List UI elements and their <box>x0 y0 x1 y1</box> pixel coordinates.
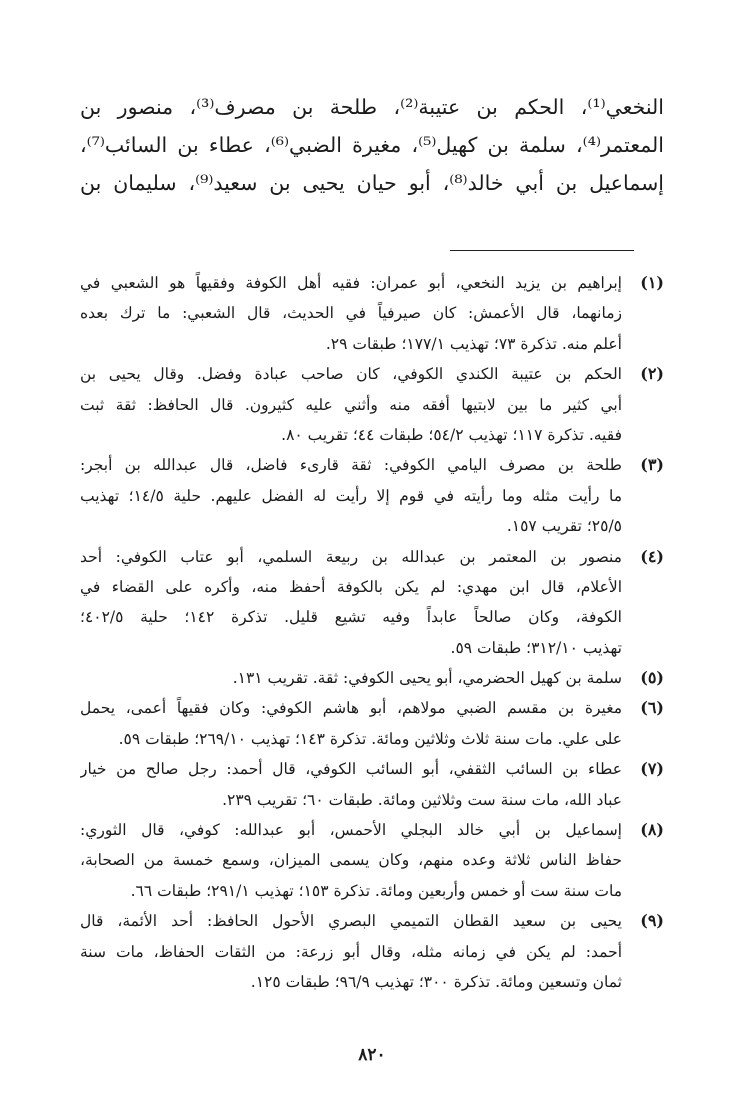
main-text-line: المعتمر⁽⁴⁾، سلمة بن كهيل⁽⁵⁾، مغيرة الضبي⁽⁶⁾، عطاء بن السائب⁽⁷⁾، <box>80 133 664 157</box>
footnote-line: مات سنة ست أو خمس وأربعين ومائة. تذكرة ١٥٣؛ تهذيب ٢٩١/١؛ طبقات ٦٦. <box>130 881 622 900</box>
footnote-number: (٣) <box>640 455 664 475</box>
footnote-number: (٦) <box>640 698 664 718</box>
footnote-number: (٥) <box>640 668 664 688</box>
footnote-line: سلمة بن كهيل الحضرمي، أبو يحيى الكوفي: ثقة. تقريب ١٣١. <box>232 669 622 688</box>
footnote-text <box>80 906 622 997</box>
footnote-number: (٩) <box>640 911 664 931</box>
footnote-line: على علي. مات سنة ثلاث وثلاثين ومائة. تذكرة ١٤٣؛ تهذيب ٢٦٩/١٠؛ طبقات ٥٩. <box>118 729 622 748</box>
footnote <box>80 450 664 541</box>
footnote <box>80 693 664 754</box>
footnote-text <box>80 693 622 754</box>
footnotes <box>80 268 664 997</box>
footnote <box>80 815 664 906</box>
footnote-separator-rule <box>450 250 634 251</box>
main-text-line: إسماعيل بن أبي خالد⁽⁸⁾، أبو حيان يحيى بن سعيد⁽⁹⁾، سليمان بن <box>80 171 664 195</box>
footnote-text <box>80 450 622 541</box>
footnote <box>80 754 664 815</box>
footnote-line: عطاء بن السائب الثقفي، أبو السائب الكوفي، قال أحمد: رجل صالح من خيار <box>80 760 622 779</box>
footnote-line: زمانهما، قال الأعمش: كان صيرفياً في الحديث، قال الشعبي: ما ترك بعده <box>80 304 622 323</box>
footnote-line: حفاظ الناس ثلاثة وعده منهم، وكان يسمى الميزان، وسمع خمسة من الصحابة، <box>80 851 622 870</box>
footnote-line: ٢٥/٥؛ تقريب ١٥٧. <box>506 517 622 536</box>
footnote <box>80 906 664 997</box>
footnote-line: إسماعيل بن أبي خالد البجلي الأحمس، أبو عبدالله: كوفي، قال الثوري: <box>80 821 622 840</box>
footnote-line: منصور بن المعتمر بن عبدالله بن ربيعة السلمي، أبو عتاب الكوفي: أحد <box>80 547 622 566</box>
footnote-text <box>80 268 622 359</box>
footnote-line: الأعلام، قال ابن مهدي: لم يكن بالكوفة أحفظ منه، وأكره على القضاء في <box>80 577 622 596</box>
footnote-line: إبراهيم بن يزيد النخعي، أبو عمران: فقيه أهل الكوفة وفقيهاً هو الشعبي في <box>80 274 622 292</box>
footnote <box>80 663 664 693</box>
footnote-line: عباد الله، مات سنة ست وثلاثين ومائة. طبقات ٦٠؛ تقريب ٢٣٩. <box>222 790 622 809</box>
footnote-line: يحيى بن سعيد القطان التميمي البصري الأحول الحافظ: أحد الأئمة، قال <box>80 912 622 931</box>
footnote-line: تهذيب ٣١٢/١٠؛ طبقات ٥٩. <box>450 638 622 657</box>
footnote-text <box>80 754 622 815</box>
footnote-line: أبي كثير ما بين لابتيها أفقه منه وأثني عليه كثيرون. قال الحافظ: ثقة ثبت <box>80 395 622 414</box>
footnote-number: (٧) <box>640 759 664 779</box>
footnote-line: فقيه. تذكرة ١١٧؛ تهذيب ٥٤/٢؛ طبقات ٤٤؛ تقريب ٨٠. <box>281 425 622 444</box>
main-text <box>80 88 664 202</box>
footnote-text <box>80 359 622 450</box>
footnote-line: أحمد: لم يكن في زمانه مثله، وقال أبو زرعة: من الثقات الحفاظ، مات سنة <box>80 942 622 961</box>
footnote-line: مغيرة بن مقسم الضبي مولاهم، أبو هاشم الكوفي: وكان فقيهاً أعمى، يحمل <box>80 699 622 718</box>
footnote-text <box>80 663 622 693</box>
footnote-text <box>80 542 622 664</box>
footnote-line: أعلم منه. تذكرة ٧٣؛ تهذيب ١٧٧/١؛ طبقات ٢٩. <box>325 334 622 353</box>
footnote-text <box>80 815 622 906</box>
footnote-line: الحكم بن عتيبة الكندي الكوفي، كان صاحب عبادة وفضل. وقال يحيى بن <box>80 365 622 384</box>
footnote <box>80 542 664 664</box>
footnote-line: الكوفة، وكان صالحاً عابداً وفيه تشيع قليل. تذكرة ١٤٢؛ حلية ٤٠٢/٥؛ <box>80 608 622 627</box>
footnote <box>80 359 664 450</box>
main-text-line: النخعي⁽¹⁾، الحكم بن عتيبة⁽²⁾، طلحة بن مصرف⁽³⁾، منصور بن <box>80 95 664 119</box>
footnote-line: طلحة بن مصرف اليامي الكوفي: ثقة قارىء فاضل، قال عبدالله بن أبجر: <box>80 456 622 475</box>
footnote-line: ما رأيت مثله وما رأيته في قوم إلا رأيت له الفضل عليهم. حلية ١٤/٥؛ تهذيب <box>80 486 622 505</box>
footnote-number: (٤) <box>640 546 664 566</box>
footnote-number: (١) <box>640 273 664 292</box>
footnote-line: ثمان وتسعين ومائة. تذكرة ٣٠٠؛ تهذيب ٩٦/٩؛ طبقات ١٢٥. <box>250 973 622 991</box>
footnote-number: (٢) <box>640 364 664 384</box>
page-number: ٨٢٠ <box>358 1045 386 1065</box>
footnote <box>80 268 664 359</box>
footnote-number: (٨) <box>640 820 664 840</box>
